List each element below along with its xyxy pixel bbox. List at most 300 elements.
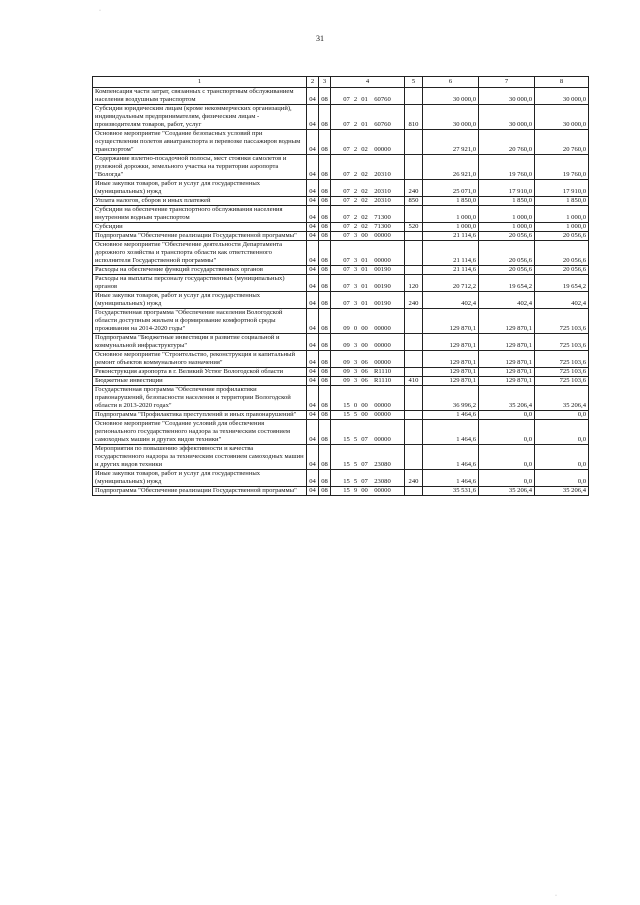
- row-name: Мероприятия по повышению эффективности и качества государственного надзора за техническим состоянием самоходных машин и других видов техники: [93, 445, 307, 470]
- target-article-part: 0: [353, 402, 358, 409]
- scan-mark: ·: [99, 8, 101, 14]
- target-article-part: 06: [361, 377, 368, 384]
- amount-col8: 19 760,0: [535, 155, 589, 180]
- table-row: [93, 275, 589, 292]
- subsection-code: 08: [319, 206, 331, 223]
- subsection-code: 08: [319, 377, 331, 386]
- expense-type-code: [405, 155, 423, 180]
- amount-col7: 129 870,1: [479, 368, 535, 377]
- section-code: 04: [307, 232, 319, 241]
- row-name: Бюджетные инвестиции: [93, 377, 307, 386]
- amount-col8: 0,0: [535, 420, 589, 445]
- amount-col7: 20 056,6: [479, 266, 535, 275]
- amount-col6: 129 870,1: [423, 351, 479, 368]
- target-article-part: 2: [353, 214, 358, 221]
- target-article-part: 02: [361, 146, 368, 153]
- table-row: [93, 232, 589, 241]
- target-article-code: [331, 292, 405, 309]
- section-code: 04: [307, 241, 319, 266]
- header-cell: 7: [479, 77, 535, 88]
- target-article-part: 00000: [374, 146, 391, 153]
- amount-col8: 402,4: [535, 292, 589, 309]
- subsection-code: 08: [319, 223, 331, 232]
- table-row: [93, 105, 589, 130]
- row-name: Подпрограмма "Бюджетные инвестиции в развитие социальной и коммунальной инфраструктуры": [93, 334, 307, 351]
- amount-col6: 25 071,0: [423, 180, 479, 197]
- target-article-part: 02: [361, 214, 368, 221]
- target-article-code: [331, 377, 405, 386]
- target-article-part: 07: [361, 461, 368, 468]
- target-article-part: 00: [361, 325, 368, 332]
- target-article-part: 15: [343, 478, 350, 485]
- target-article-part: 07: [361, 478, 368, 485]
- amount-col8: 20 056,6: [535, 266, 589, 275]
- target-article-code: [331, 411, 405, 420]
- expense-type-code: [405, 232, 423, 241]
- target-article-part: 07: [343, 146, 350, 153]
- table-row: [93, 386, 589, 411]
- amount-col8: 0,0: [535, 445, 589, 470]
- subsection-code: 08: [319, 470, 331, 487]
- target-article-part: 01: [361, 266, 368, 273]
- amount-col8: 0,0: [535, 470, 589, 487]
- amount-col7: 129 870,1: [479, 377, 535, 386]
- section-code: 04: [307, 368, 319, 377]
- section-code: 04: [307, 105, 319, 130]
- expense-type-code: [405, 368, 423, 377]
- subsection-code: 08: [319, 420, 331, 445]
- expense-type-code: [405, 334, 423, 351]
- expense-type-code: 120: [405, 275, 423, 292]
- amount-col8: 725 103,6: [535, 377, 589, 386]
- section-code: 04: [307, 420, 319, 445]
- table-row: [93, 155, 589, 180]
- row-name: Реконструкция аэропорта в г. Великий Устюг Вологодской области: [93, 368, 307, 377]
- target-article-part: 00000: [374, 359, 391, 366]
- amount-col6: 27 921,0: [423, 130, 479, 155]
- target-article-part: 07: [343, 171, 350, 178]
- target-article-code: [331, 487, 405, 496]
- target-article-part: 07: [343, 257, 350, 264]
- amount-col7: 129 870,1: [479, 334, 535, 351]
- target-article-code: [331, 88, 405, 105]
- target-article-part: 71300: [374, 214, 391, 221]
- table-row: [93, 445, 589, 470]
- target-article-code: [331, 155, 405, 180]
- section-code: 04: [307, 377, 319, 386]
- expense-type-code: [405, 130, 423, 155]
- amount-col7: 17 910,0: [479, 180, 535, 197]
- target-article-part: 07: [343, 283, 350, 290]
- target-article-code: [331, 470, 405, 487]
- amount-col6: 30 000,0: [423, 105, 479, 130]
- row-name: Государственная программа "Обеспечение профилактики правонарушений, безопасности населения и территории Вологодской области в 2013-2020 годах": [93, 386, 307, 411]
- target-article-part: 5: [353, 461, 358, 468]
- target-article-code: [331, 309, 405, 334]
- subsection-code: 08: [319, 266, 331, 275]
- target-article-part: 09: [343, 325, 350, 332]
- section-code: 04: [307, 386, 319, 411]
- subsection-code: 08: [319, 232, 331, 241]
- amount-col6: 402,4: [423, 292, 479, 309]
- header-cell: 1: [93, 77, 307, 88]
- table-row: [93, 130, 589, 155]
- target-article-code: [331, 232, 405, 241]
- header-cell: 5: [405, 77, 423, 88]
- target-article-code: [331, 275, 405, 292]
- target-article-part: 09: [343, 342, 350, 349]
- row-name: Основное мероприятие "Строительство, реконструкция и капитальный ремонт объектов коммунального назначения": [93, 351, 307, 368]
- target-article-part: 07: [343, 121, 350, 128]
- target-article-part: 07: [343, 223, 350, 230]
- target-article-part: 15: [343, 436, 350, 443]
- expense-type-code: [405, 420, 423, 445]
- target-article-part: 09: [343, 359, 350, 366]
- row-name: Содержание взлетно-посадочной полосы, мест стоянки самолетов и рулежной дорожки, земельного участка на территории аэропорта "Вологда": [93, 155, 307, 180]
- target-article-part: 3: [353, 266, 358, 273]
- expense-type-code: [405, 487, 423, 496]
- table-row: [93, 266, 589, 275]
- target-article-code: [331, 420, 405, 445]
- row-name: Расходы на выплаты персоналу государственных (муниципальных) органов: [93, 275, 307, 292]
- section-code: 04: [307, 266, 319, 275]
- amount-col7: 20 056,6: [479, 232, 535, 241]
- amount-col8: 30 000,0: [535, 105, 589, 130]
- row-name: Подпрограмма "Профилактика преступлений и иных правонарушений": [93, 411, 307, 420]
- target-article-part: 00000: [374, 436, 391, 443]
- table-row: [93, 368, 589, 377]
- header-cell: 4: [331, 77, 405, 88]
- target-article-part: 00000: [374, 487, 391, 494]
- section-code: 04: [307, 155, 319, 180]
- amount-col8: 1 000,0: [535, 223, 589, 232]
- subsection-code: 08: [319, 105, 331, 130]
- subsection-code: 08: [319, 130, 331, 155]
- expense-type-code: [405, 309, 423, 334]
- target-article-part: 00000: [374, 411, 391, 418]
- subsection-code: 08: [319, 411, 331, 420]
- subsection-code: 08: [319, 368, 331, 377]
- amount-col7: 20 760,0: [479, 130, 535, 155]
- amount-col6: 1 850,0: [423, 197, 479, 206]
- amount-col8: 20 760,0: [535, 130, 589, 155]
- target-article-part: 07: [361, 436, 368, 443]
- amount-col7: 1 000,0: [479, 223, 535, 232]
- amount-col7: 19 654,2: [479, 275, 535, 292]
- target-article-part: 3: [353, 257, 358, 264]
- amount-col8: 35 206,4: [535, 386, 589, 411]
- target-article-part: 01: [361, 300, 368, 307]
- target-article-code: [331, 206, 405, 223]
- target-article-part: 06: [361, 359, 368, 366]
- amount-col6: 21 114,6: [423, 241, 479, 266]
- page-number: 31: [316, 34, 324, 43]
- header-cell: 3: [319, 77, 331, 88]
- target-article-part: 5: [353, 436, 358, 443]
- section-code: 04: [307, 292, 319, 309]
- target-article-code: [331, 223, 405, 232]
- target-article-part: 02: [361, 188, 368, 195]
- amount-col8: 725 103,6: [535, 368, 589, 377]
- amount-col7: 1 000,0: [479, 206, 535, 223]
- amount-col7: 30 000,0: [479, 88, 535, 105]
- row-name: Основное мероприятие "Создание условий для обеспечения регионального государственного надзора за техническим состоянием самоходных машин и других видов техники": [93, 420, 307, 445]
- amount-col6: 1 000,0: [423, 206, 479, 223]
- target-article-code: [331, 445, 405, 470]
- target-article-part: 02: [361, 171, 368, 178]
- amount-col7: 0,0: [479, 470, 535, 487]
- expense-type-code: 240: [405, 470, 423, 487]
- amount-col8: 725 103,6: [535, 309, 589, 334]
- target-article-part: 00190: [374, 266, 391, 273]
- table-row: [93, 292, 589, 309]
- table-row: [93, 420, 589, 445]
- table-row: [93, 470, 589, 487]
- target-article-code: [331, 197, 405, 206]
- table-row: [93, 241, 589, 266]
- target-article-part: 2: [353, 96, 358, 103]
- subsection-code: 08: [319, 292, 331, 309]
- amount-col6: 1 000,0: [423, 223, 479, 232]
- target-article-part: 00000: [374, 342, 391, 349]
- amount-col6: 129 870,1: [423, 377, 479, 386]
- target-article-code: [331, 351, 405, 368]
- target-article-code: [331, 130, 405, 155]
- section-code: 04: [307, 275, 319, 292]
- table-row: [93, 334, 589, 351]
- section-code: 04: [307, 88, 319, 105]
- table-row: [93, 377, 589, 386]
- section-code: 04: [307, 470, 319, 487]
- target-article-part: 07: [343, 96, 350, 103]
- target-article-part: 9: [353, 487, 358, 494]
- target-article-part: 00: [361, 342, 368, 349]
- row-name: Уплата налогов, сборов и иных платежей: [93, 197, 307, 206]
- subsection-code: 08: [319, 334, 331, 351]
- target-article-part: 07: [343, 232, 350, 239]
- amount-col7: 402,4: [479, 292, 535, 309]
- table-row: [93, 206, 589, 223]
- section-code: 04: [307, 487, 319, 496]
- row-name: Иные закупки товаров, работ и услуг для государственных (муниципальных) нужд: [93, 292, 307, 309]
- expense-type-code: 410: [405, 377, 423, 386]
- target-article-code: [331, 241, 405, 266]
- target-article-code: [331, 386, 405, 411]
- table-row: [93, 411, 589, 420]
- amount-col8: 19 654,2: [535, 275, 589, 292]
- expense-type-code: 810: [405, 105, 423, 130]
- target-article-part: 3: [353, 283, 358, 290]
- table-row: [93, 223, 589, 232]
- expense-type-code: [405, 386, 423, 411]
- amount-col7: 0,0: [479, 411, 535, 420]
- amount-col6: 35 531,6: [423, 487, 479, 496]
- amount-col7: 0,0: [479, 445, 535, 470]
- section-code: 04: [307, 206, 319, 223]
- target-article-part: 3: [353, 359, 358, 366]
- target-article-part: 07: [343, 266, 350, 273]
- row-name: Субсидии юридическим лицам (кроме некоммерческих организаций), индивидуальным предпринимателям, физическим лицам - производителям товаров, работ, услуг: [93, 105, 307, 130]
- amount-col7: 129 870,1: [479, 351, 535, 368]
- header-row: [93, 77, 589, 88]
- target-article-part: 00: [361, 487, 368, 494]
- target-article-part: 02: [361, 197, 368, 204]
- amount-col7: 129 870,1: [479, 309, 535, 334]
- header-cell: 2: [307, 77, 319, 88]
- target-article-part: 00: [361, 402, 368, 409]
- target-article-code: [331, 105, 405, 130]
- target-article-part: 3: [353, 368, 358, 375]
- amount-col6: 129 870,1: [423, 309, 479, 334]
- row-name: Субсидии: [93, 223, 307, 232]
- target-article-part: 07: [343, 214, 350, 221]
- budget-table: [92, 76, 589, 496]
- subsection-code: 08: [319, 351, 331, 368]
- amount-col7: 1 850,0: [479, 197, 535, 206]
- target-article-code: [331, 266, 405, 275]
- target-article-part: 00000: [374, 402, 391, 409]
- amount-col6: 20 712,2: [423, 275, 479, 292]
- target-article-part: R1110: [373, 377, 392, 384]
- subsection-code: 08: [319, 155, 331, 180]
- amount-col6: 129 870,1: [423, 334, 479, 351]
- subsection-code: 08: [319, 309, 331, 334]
- section-code: 04: [307, 411, 319, 420]
- table-row: [93, 309, 589, 334]
- expense-type-code: [405, 411, 423, 420]
- amount-col8: 725 103,6: [535, 351, 589, 368]
- target-article-part: 20310: [374, 171, 391, 178]
- expense-type-code: 240: [405, 292, 423, 309]
- subsection-code: 08: [319, 88, 331, 105]
- subsection-code: 08: [319, 241, 331, 266]
- amount-col7: 20 056,6: [479, 241, 535, 266]
- target-article-part: 00000: [374, 325, 391, 332]
- target-article-code: [331, 368, 405, 377]
- amount-col6: 21 114,6: [423, 266, 479, 275]
- section-code: 04: [307, 351, 319, 368]
- target-article-part: 15: [343, 487, 350, 494]
- target-article-part: 07: [343, 188, 350, 195]
- target-article-part: 07: [343, 300, 350, 307]
- target-article-part: 2: [353, 197, 358, 204]
- amount-col8: 0,0: [535, 411, 589, 420]
- header-cell: 6: [423, 77, 479, 88]
- section-code: 04: [307, 223, 319, 232]
- section-code: 04: [307, 334, 319, 351]
- amount-col6: 1 464,6: [423, 411, 479, 420]
- target-article-code: [331, 334, 405, 351]
- target-article-part: 60760: [374, 121, 391, 128]
- target-article-part: 2: [353, 171, 358, 178]
- target-article-part: 3: [353, 377, 358, 384]
- amount-col7: 30 000,0: [479, 105, 535, 130]
- amount-col6: 129 870,1: [423, 368, 479, 377]
- target-article-part: 71300: [374, 223, 391, 230]
- target-article-part: 60760: [374, 96, 391, 103]
- target-article-part: 00190: [374, 283, 391, 290]
- table-row: [93, 197, 589, 206]
- expense-type-code: [405, 266, 423, 275]
- target-article-part: 00: [361, 232, 368, 239]
- table-row: [93, 180, 589, 197]
- subsection-code: 08: [319, 386, 331, 411]
- target-article-part: 3: [353, 232, 358, 239]
- subsection-code: 08: [319, 275, 331, 292]
- expense-type-code: [405, 88, 423, 105]
- target-article-part: 07: [343, 197, 350, 204]
- target-article-part: 23080: [374, 461, 391, 468]
- header-cell: 8: [535, 77, 589, 88]
- expense-type-code: [405, 445, 423, 470]
- amount-col6: 30 000,0: [423, 88, 479, 105]
- table-row: [93, 487, 589, 496]
- expense-type-code: [405, 206, 423, 223]
- subsection-code: 08: [319, 487, 331, 496]
- subsection-code: 08: [319, 180, 331, 197]
- amount-col8: 35 206,4: [535, 487, 589, 496]
- row-name: Подпрограмма "Обеспечение реализации Государственной программы": [93, 487, 307, 496]
- amount-col8: 20 056,6: [535, 232, 589, 241]
- expense-type-code: [405, 351, 423, 368]
- amount-col6: 1 464,6: [423, 420, 479, 445]
- expense-type-code: 850: [405, 197, 423, 206]
- target-article-part: 09: [343, 377, 350, 384]
- amount-col8: 20 056,6: [535, 241, 589, 266]
- amount-col8: 725 103,6: [535, 334, 589, 351]
- section-code: 04: [307, 197, 319, 206]
- target-article-part: 2: [353, 146, 358, 153]
- row-name: Государственная программа "Обеспечение населения Вологодской области доступным жильем и формирование комфортной среды проживания на 2014-2020 годы": [93, 309, 307, 334]
- target-article-part: 09: [343, 368, 350, 375]
- expense-type-code: 520: [405, 223, 423, 232]
- amount-col7: 0,0: [479, 420, 535, 445]
- target-article-part: 01: [361, 121, 368, 128]
- target-article-part: 01: [361, 257, 368, 264]
- row-name: Расходы на обеспечение функций государственных органов: [93, 266, 307, 275]
- target-article-part: R1110: [373, 368, 392, 375]
- target-article-part: 00000: [374, 232, 391, 239]
- amount-col6: 26 921,0: [423, 155, 479, 180]
- target-article-part: 15: [343, 411, 350, 418]
- target-article-part: 00: [361, 411, 368, 418]
- table-row: [93, 88, 589, 105]
- amount-col6: 1 464,6: [423, 445, 479, 470]
- target-article-part: 5: [353, 411, 358, 418]
- expense-type-code: [405, 241, 423, 266]
- table-row: [93, 351, 589, 368]
- row-name: Иные закупки товаров, работ и услуг для государственных (муниципальных) нужд: [93, 470, 307, 487]
- target-article-part: 2: [353, 223, 358, 230]
- expense-type-code: 240: [405, 180, 423, 197]
- amount-col6: 1 464,6: [423, 470, 479, 487]
- target-article-part: 01: [361, 96, 368, 103]
- target-article-part: 23080: [374, 478, 391, 485]
- section-code: 04: [307, 445, 319, 470]
- target-article-part: 2: [353, 121, 358, 128]
- target-article-part: 01: [361, 283, 368, 290]
- scan-mark: ·: [555, 893, 557, 899]
- target-article-part: 00000: [374, 257, 391, 264]
- amount-col7: 19 760,0: [479, 155, 535, 180]
- target-article-part: 3: [353, 342, 358, 349]
- subsection-code: 08: [319, 445, 331, 470]
- section-code: 04: [307, 180, 319, 197]
- subsection-code: 08: [319, 197, 331, 206]
- row-name: Субсидии на обеспечение транспортного обслуживания населения внутренним водным транспортом: [93, 206, 307, 223]
- target-article-part: 20310: [374, 188, 391, 195]
- target-article-part: 20310: [374, 197, 391, 204]
